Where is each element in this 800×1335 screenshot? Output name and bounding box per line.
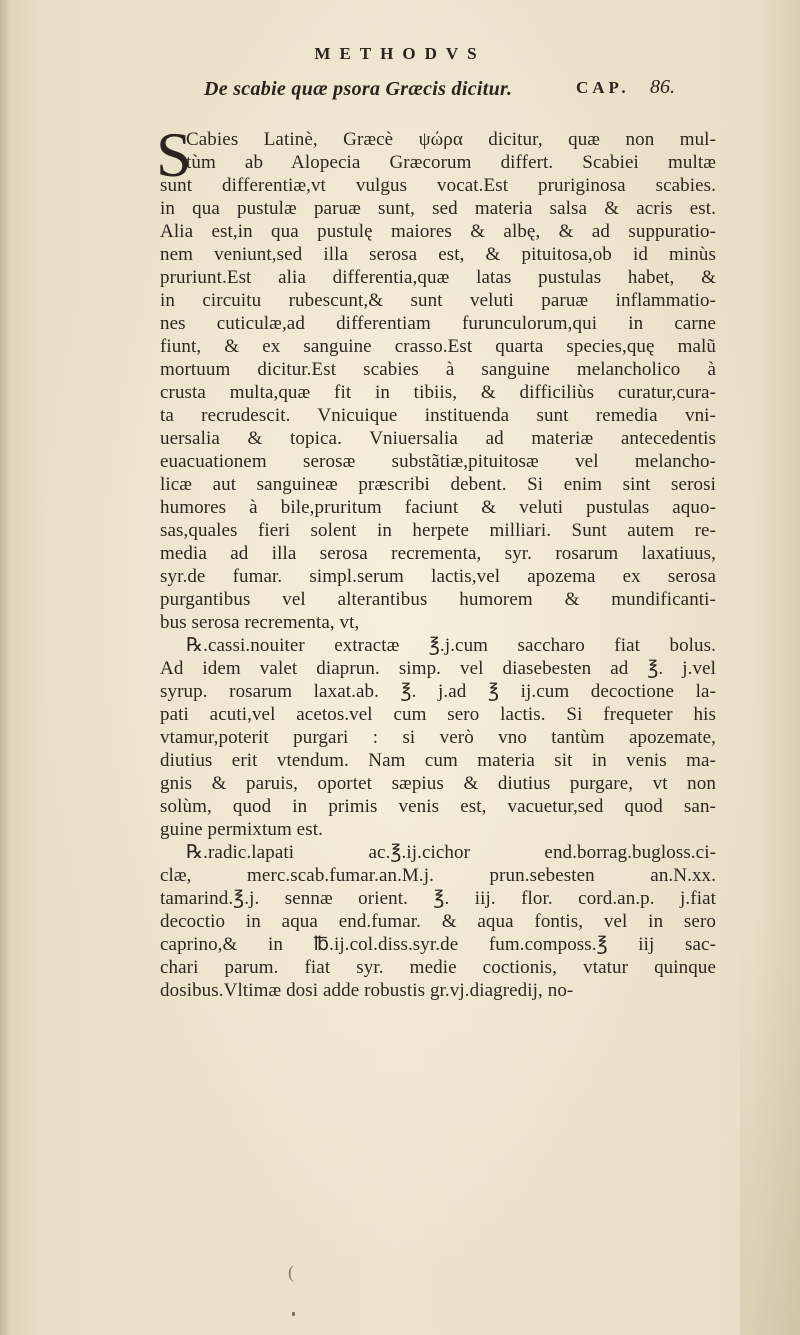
bottom-mark: (	[288, 1262, 294, 1282]
text-line: sunt differentiæ,vt vulgus vocat.Est pruriginosa scabies.	[160, 175, 716, 196]
page-wear	[740, 915, 800, 1335]
text-line: euacuationem serosæ substãtiæ,pituitosæ vel melancho-	[160, 451, 716, 472]
chapter-number: 86.	[650, 76, 675, 98]
text-line: solùm, quod in primis venis est, vacuetur,sed quod san-	[160, 796, 716, 817]
text-line: Cabies Latinè, Græcè ψώρα dicitur, quæ non mul-	[186, 129, 716, 150]
text-line: gnis & paruis, oportet sæpius & diutius purgare, vt non	[160, 773, 716, 794]
text-line: fiunt, & ex sanguine crasso.Est quarta species,quę malũ	[160, 336, 716, 357]
text-line: syr.de fumar. simpl.serum lactis,vel apozema ex serosa	[160, 566, 716, 587]
text-line: mortuum dicitur.Est scabies à sanguine melancholico à	[160, 359, 716, 380]
text-line: ℞.cassi.nouiter extractæ ℥.j.cum saccharo fiat bolus.	[186, 635, 716, 656]
text-line: ta recrudescit. Vnicuique instituenda sunt remedia vni-	[160, 405, 716, 426]
text-line: ℞.radic.lapati ac.℥.ij.cichor end.borrag.bugloss.ci-	[186, 842, 716, 863]
text-line: syrup. rosarum laxat.ab. ℥. j.ad ℥ ij.cum decoctione la-	[160, 681, 716, 702]
chapter-cap-label: CAP.	[576, 78, 630, 97]
text-line: pruriunt.Est alia differentia,quæ latas pustulas habet, &	[160, 267, 716, 288]
text-line: in circuitu rubescunt,& sunt veluti paruæ inflammatio-	[160, 290, 716, 311]
text-line: Alia est,in qua pustulę maiores & albę, & ad suppuratio-	[160, 221, 716, 242]
text-line: chari parum. fiat syr. medie coctionis, vtatur quinque	[160, 957, 716, 978]
text-line: diutius erit vtendum. Nam cum materia sit in venis ma-	[160, 750, 716, 771]
text-line: clæ, merc.scab.fumar.an.M.j. prun.sebesten an.N.xx.	[160, 865, 716, 886]
text-line: tùm ab Alopecia Græcorum differt. Scabiei multæ	[186, 152, 716, 173]
text-line: dosibus.Vltimæ dosi adde robustis gr.vj.diagredij, no-	[160, 980, 574, 1001]
text-line: humores à bile,pruritum faciunt & veluti pustulas aquo-	[160, 497, 716, 518]
text-line: pati acuti,vel acetos.vel cum sero lactis. Si frequeter his	[160, 704, 716, 725]
text-line: Ad idem valet diaprun. simp. vel diasebesten ad ℥. j.vel	[160, 658, 716, 679]
text-line: in qua pustulæ paruæ sunt, sed materia salsa & acris est.	[160, 198, 716, 219]
text-line: caprino,& in ℔.ij.col.diss.syr.de fum.composs.℥ iij sac-	[160, 934, 716, 955]
chapter-heading	[204, 78, 724, 101]
chapter-title: De scabie quæ psora Græcis dicitur.	[204, 78, 513, 100]
text-line: guine permixtum est.	[160, 819, 323, 840]
text-line: bus serosa recrementa, vt,	[160, 612, 360, 633]
page-gutter-shadow	[0, 0, 10, 1335]
drop-cap: S	[156, 119, 192, 190]
text-line: tamarind.℥.j. sennæ orient. ℥. iij. flor. cord.an.p. j.fiat	[160, 888, 716, 909]
text-line: purgantibus vel alterantibus humorem & mundificanti-	[160, 589, 716, 610]
running-head: METHODVS	[314, 44, 486, 63]
text-line: uersalia & topica. Vniuersalia ad materiæ antecedentis	[160, 428, 716, 449]
body-text	[156, 119, 716, 1002]
ink-speck	[292, 1312, 295, 1316]
text-line: sas,quales fieri solent in herpete milliari. Sunt autem re-	[160, 520, 716, 541]
text-line: nes cuticulæ,ad differentiam furunculorum,qui in carne	[160, 313, 716, 334]
text-line: crusta multa,quæ fit in tibiis, & difficiliùs curatur,cura-	[160, 382, 716, 403]
body-lines	[160, 128, 716, 1002]
text-line: nem veniunt,sed illa serosa est, & pituitosa,ob id minùs	[160, 244, 716, 265]
text-line: media ad illa serosa recrementa, syr. rosarum laxatiuus,	[160, 543, 716, 564]
text-line: vtamur,poterit purgari : si verò vno tantùm apozemate,	[160, 727, 716, 748]
text-line: decoctio in aqua end.fumar. & aqua fontis, vel in sero	[160, 911, 716, 932]
text-line: licæ aut sanguineæ præscribi debent. Si enim sint serosi	[160, 474, 716, 495]
